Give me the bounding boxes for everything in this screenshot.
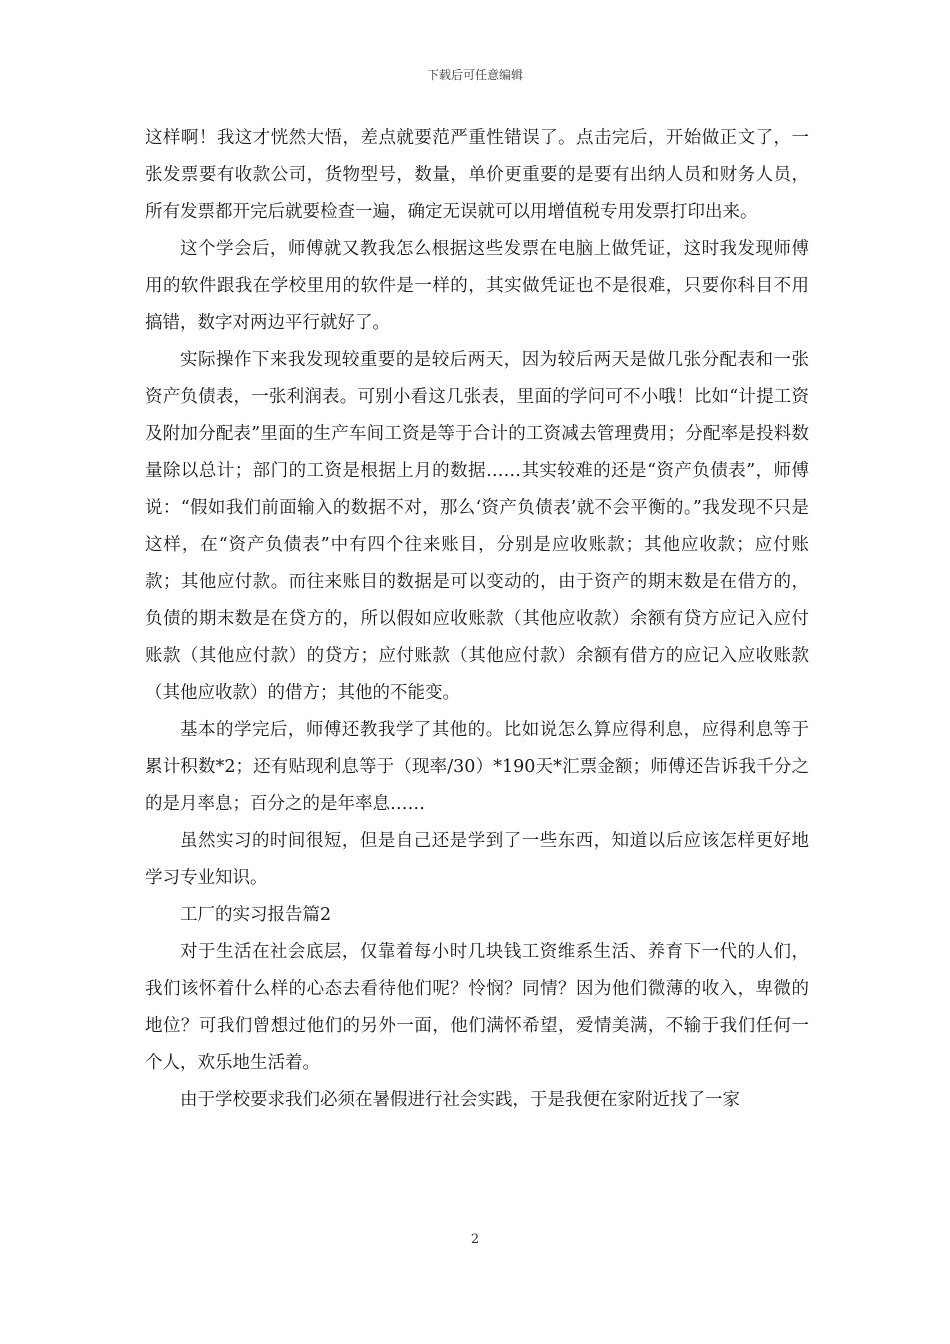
paragraph: 这个学会后，师傅就又教我怎么根据这些发票在电脑上做凭证，这时我发现师傅用的软件跟我在学校里用的软件是一样的，其实做凭证也不是很难，只要你科目不用搞错，数字对两边平行就好了。 [145,239,809,333]
page-header: 下载后可任意编辑 [426,68,523,82]
section-heading: 工厂的实习报告篇2 [180,905,332,925]
paragraph: 基本的学完后，师傅还教我学了其他的。比如说怎么算应得利息，应得利息等于累计积数*2；还有贴现利息等于（现率/30）*190天*汇票金额；师傅还告诉我千分之的是月率息；百分之的是年率息…… [145,720,809,814]
paragraph: 虽然实习的时间很短，但是自己还是学到了一些东西，知道以后应该怎样更好地学习专业知识。 [145,831,809,888]
paragraph-continuation: 这样啊！我这才恍然大悟，差点就要范严重性错误了。点击完后，开始做正文了，一张发票要有收款公司，货物型号，数量，单价更重要的是要有出纳人员和财务人员，所有发票都开完后就要检查一遍，确定无误就可以用增值税专用发票打印出来。 [145,128,809,222]
document-body [145,120,809,1119]
paragraph: 实际操作下来我发现较重要的是较后两天，因为较后两天是做几张分配表和一张资产负债表，一张利润表。可别小看这几张表，里面的学问可不小哦！比如“计提工资及附加分配表”里面的生产车间工资是等于合计的工资减去管理费用；分配率是投料数量除以总计；部门的工资是根据上月的数据……其实较难的还是“资产负债表”，师傅说：“假如我们前面输入的数据不对，那么‘资产负债表’就不会平衡的。”我发现不只是这样，在“资产负债表”中有四个往来账目，分别是应收账款；其他应收款；应付账款；其他应付款。而往来账目的数据是可以变动的，由于资产的期末数是在借方的，负债的期末数是在贷方的，所以假如应收账款（其他应收款）余额有贷方应记入应付账款（其他应付款）的贷方；应付账款（其他应付款）余额有借方的应记入应收账款（其他应收款）的借方；其他的不能变。 [145,350,809,703]
page-number: 2 [470,1232,480,1247]
paragraph: 由于学校要求我们必须在暑假进行社会实践，于是我便在家附近找了一家 [180,1090,740,1110]
paragraph: 对于生活在社会底层，仅靠着每小时几块钱工资维系生活、养育下一代的人们，我们该怀着什么样的心态去看待他们呢？怜悯？同情？因为他们微薄的收入，卑微的地位？可我们曾想过他们的另外一面，他们满怀希望，爱情美满，不输于我们任何一个人，欢乐地生活着。 [145,942,809,1073]
